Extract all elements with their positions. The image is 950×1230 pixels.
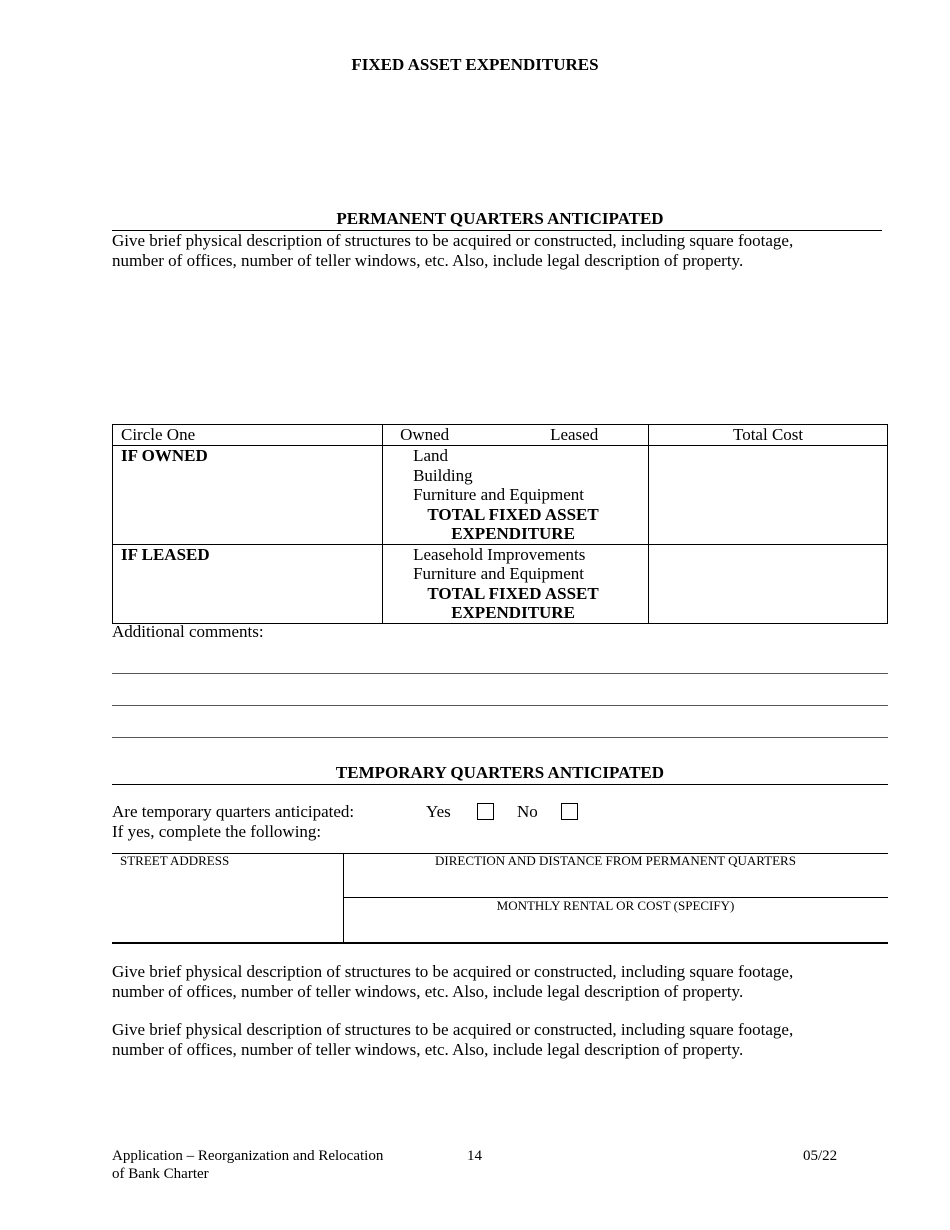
total-cost-header: Total Cost [649, 425, 888, 446]
comment-line-3[interactable] [112, 737, 888, 738]
no-label: No [517, 802, 538, 821]
list-item: Furniture and Equipment [413, 485, 584, 504]
owned-option[interactable]: Owned [400, 425, 450, 444]
list-item: Building [413, 465, 473, 485]
total-label: TOTAL FIXED ASSET [427, 504, 599, 524]
if-owned-items [383, 446, 649, 545]
footer-date: 05/22 [803, 1148, 838, 1164]
yes-checkbox[interactable] [477, 803, 494, 820]
street-address-label: STREET ADDRESS [120, 853, 230, 868]
if-owned-label: IF OWNED [113, 446, 383, 545]
if-leased-label: IF LEASED [113, 544, 383, 623]
total-label: EXPENDITURE [451, 603, 575, 622]
permanent-quarters-heading: PERMANENT QUARTERS ANTICIPATED [336, 209, 664, 228]
comment-line-2[interactable] [112, 705, 888, 706]
if-yes-instruction: If yes, complete the following: [112, 822, 322, 841]
total-label: TOTAL FIXED ASSET [427, 583, 599, 603]
if-owned-total-cost-field[interactable] [649, 446, 888, 545]
permanent-description: Give brief physical description of structures to be acquired or constructed, including square footage, number of offices, number of teller windows, etc. Also, include legal description of property. [112, 231, 794, 270]
direction-distance-label: DIRECTION AND DISTANCE FROM PERMANENT QUARTERS [435, 853, 796, 868]
total-label: EXPENDITURE [451, 524, 575, 543]
temporary-question: Are temporary quarters anticipated: [112, 802, 355, 821]
table-header-row [113, 425, 888, 446]
monthly-rental-label: MONTHLY RENTAL OR COST (SPECIFY) [496, 898, 735, 913]
if-leased-items [383, 544, 649, 623]
comment-line-1[interactable] [112, 673, 888, 674]
list-item: Land [413, 446, 448, 465]
fixed-asset-table [112, 424, 888, 624]
list-item: Furniture and Equipment [413, 564, 584, 583]
yes-label: Yes [426, 802, 451, 821]
temporary-description-1: Give brief physical description of structures to be acquired or constructed, including square footage, number of offices, number of teller windows, etc. Also, include legal description of property. [112, 962, 794, 1001]
additional-comments-label: Additional comments: [112, 622, 264, 641]
page-number: 14 [467, 1148, 482, 1164]
temporary-quarters-heading: TEMPORARY QUARTERS ANTICIPATED [335, 763, 665, 782]
circle-one-label: Circle One [113, 425, 383, 446]
if-leased-total-cost-field[interactable] [649, 544, 888, 623]
if-leased-row [113, 544, 888, 623]
if-owned-row [113, 446, 888, 545]
page-title: FIXED ASSET EXPENDITURES [351, 55, 599, 74]
list-item: Leasehold Improvements [413, 544, 586, 564]
owned-leased-cell [383, 425, 649, 446]
temporary-description-2: Give brief physical description of structures to be acquired or constructed, including square footage, number of offices, number of teller windows, etc. Also, include legal description of property. [112, 1020, 794, 1059]
footer-form-name: Application – Reorganization and Relocation of Bank Charter [112, 1148, 384, 1182]
leased-option[interactable]: Leased [550, 425, 599, 444]
no-checkbox[interactable] [561, 803, 578, 820]
address-grid-bottom-rule [112, 942, 888, 944]
temporary-heading-rule [112, 784, 888, 785]
